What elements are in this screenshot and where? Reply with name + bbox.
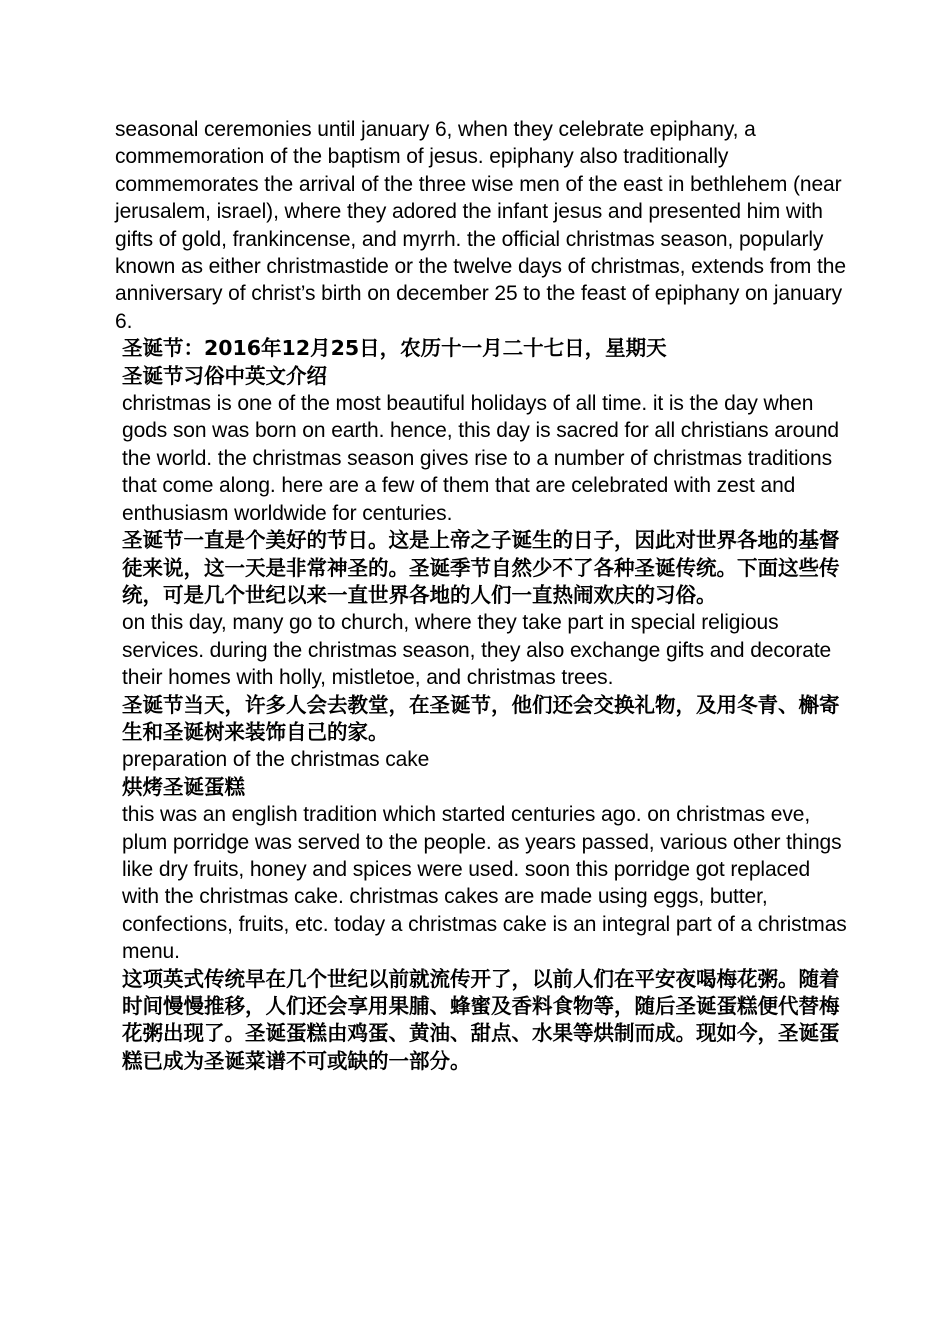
paragraph-christmas-intro-en: christmas is one of the most beautiful holidays of all time. it is the day when gods son was born on earth. hence, this day is sacred for all christians around the world. the christmas season gives rise to a number of christmas traditions that come along. here are a few of them that are celebrated with zest and enthusiasm worldwide for centuries.	[122, 392, 840, 525]
paragraph-cake-cn: 这项英式传统早在几个世纪以前就流传开了，以前人们在平安夜喝梅花粥。随着时间慢慢推移，人们还会享用果脯、蜂蜜及香料食物等，随后圣诞蛋糕便代替梅花粥出现了。圣诞蛋糕由鸡蛋、黄油、甜点、水果等烘制而成。现如今，圣诞蛋糕已成为圣诞菜谱不可或缺的一部分。	[122, 966, 840, 1073]
paragraph-epiphany: seasonal ceremonies until january 6, when they celebrate epiphany, a commemoration of the baptism of jesus. epiphany also traditionally commemorates the arrival of the three wise men of the east in bethlehem (near jerusalem, israel), where they adored the infant jesus and presented him with gifts of gold, frankincense, and myrrh. the official christmas season, popularly known as either christmastide or the twelve days of christmas, extends from the anniversary of christ’s birth on december 25 to the feast of epiphany on january 6.	[115, 118, 846, 333]
paragraph-church-en: on this day, many go to church, where they take part in special religious services. during the christmas season, they also exchange gifts and decorate their homes with holly, mistletoe, and christmas trees.	[122, 611, 832, 690]
paragraph-christmas-intro-cn: 圣诞节一直是个美好的节日。这是上帝之子诞生的日子，因此对世界各地的基督徒来说，这一天是非常神圣的。圣诞季节自然少不了各种圣诞传统。下面这些传统，可是几个世纪以来一直世界各地的人们一直热闹欢庆的习俗。	[122, 528, 840, 607]
paragraph-cake-en: this was an english tradition which started centuries ago. on christmas eve, plum porridge was served to the people. as years passed, various other things like dry fruits, honey and spices were used. soon this porridge got replaced with the christmas cake. christmas cakes are made using eggs, butter, confections, fruits, etc. today a christmas cake is an integral part of a christmas menu.	[122, 803, 847, 964]
paragraph-christmas-date: 圣诞节：2016年12月25日，农历十一月二十七日，星期天	[122, 336, 667, 361]
paragraph-customs-heading: 圣诞节习俗中英文介绍	[122, 363, 327, 388]
paragraph-cake-heading-en: preparation of the christmas cake	[122, 748, 430, 772]
document-page	[115, 116, 850, 1075]
paragraph-cake-heading-cn: 烘烤圣诞蛋糕	[122, 774, 245, 799]
paragraph-church-cn: 圣诞节当天，许多人会去教堂，在圣诞节，他们还会交换礼物，及用冬青、槲寄生和圣诞树来装饰自己的家。	[122, 692, 840, 744]
